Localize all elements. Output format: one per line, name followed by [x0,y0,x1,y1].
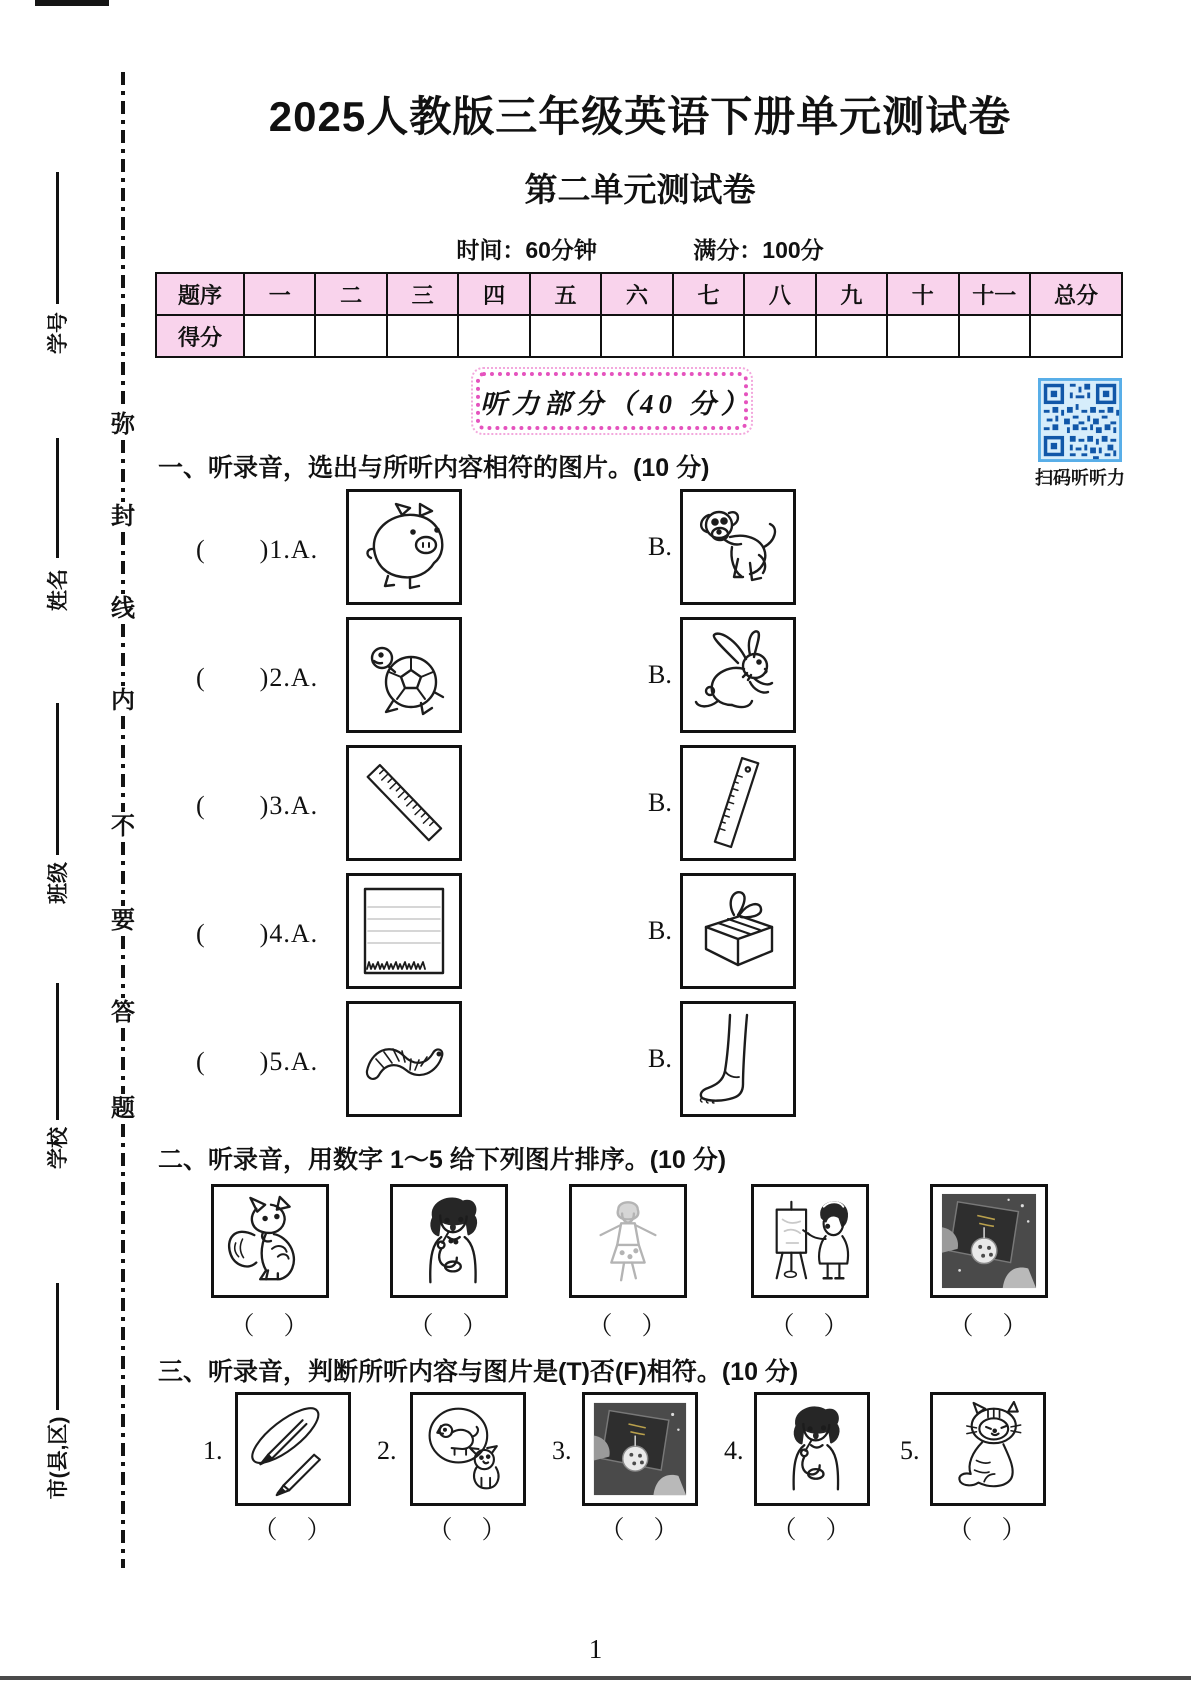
pig-icon [354,497,454,597]
option-b-label: B. [648,916,672,945]
answer-bracket-and-option-a: ( )5.A. [196,1046,319,1076]
seal-char: 不 [111,813,135,840]
option-b-image [680,873,796,989]
tf-question-number: 2. [377,1436,397,1465]
seal-line-segment [121,842,125,906]
page-number: 1 [588,1634,603,1664]
score-col: 七 [673,273,744,315]
score-cell [387,315,458,357]
question-row-3 [196,744,796,862]
seal-line-segment [121,1028,125,1094]
option-b-image [680,745,796,861]
full-score: 满分：100分 [693,237,824,263]
page-title: 2025人教版三年级英语下册单元测试卷 [268,93,1012,140]
seal-line-segment [121,1124,125,1568]
name-label: 姓名 [47,569,70,611]
exam-info [155,232,1125,265]
tf-answer-bracket: （ ） [599,1517,681,1544]
score-table-score-row [156,315,1122,357]
sequence-answer-bracket: （ ） [769,1313,851,1340]
section-one-heading: 一、听录音，选出与所听内容相符的图片。(10 分) [158,454,710,482]
answer-bracket-and-option-a: ( )4.A. [196,918,319,948]
option-b-image [680,617,796,733]
girl-painting-easel-icon [761,1192,859,1290]
tf-question-number: 5. [900,1436,920,1465]
seal-char: 答 [111,999,135,1026]
seal-char: 题 [111,1095,135,1122]
score-cell [601,315,672,357]
option-b-label: B. [648,788,672,817]
section-three-heading: 三、听录音，判断所听内容与图片是(T)否(F)相符。(10 分) [158,1358,799,1386]
score-cell [244,315,315,357]
score-cell [959,315,1030,357]
seal-char: 线 [111,595,135,622]
seal-line-segment [121,440,125,502]
page-subtitle: 第二单元测试卷 [524,171,756,208]
school-label: 学校 [47,1127,70,1169]
sequence-image-5 [930,1184,1048,1298]
girl-dancing-icon [579,1192,677,1290]
score-col-total: 总分 [1030,273,1122,315]
page-bottom-rule [0,1676,1191,1680]
qr-caption: 扫码听听力 [1035,468,1125,488]
time-limit: 时间：60分钟 [456,237,597,263]
option-a-image [346,489,462,605]
sequence-answer-bracket: （ ） [948,1313,1030,1340]
listening-banner-text: 听力部分（40 分） [480,388,753,419]
seal-line-segment [121,532,125,594]
tf-image-3 [582,1392,698,1506]
score-cell [1030,315,1122,357]
score-col: 十 [887,273,958,315]
student-id-label: 学号 [47,312,70,354]
score-cell [673,315,744,357]
sequence-image-4 [751,1184,869,1298]
score-cell [744,315,815,357]
score-col: 九 [816,273,887,315]
seal-line-segment [121,716,125,812]
option-b-image [680,1001,796,1117]
question-row-1 [196,488,796,606]
class-blank-line [56,703,59,855]
caterpillar-icon [354,1009,454,1109]
seal-line-segment [121,936,125,998]
score-cell [315,315,386,357]
christmas-card-photo-icon [940,1192,1038,1290]
sequence-image-1 [211,1184,329,1298]
score-row-label: 得分 [156,315,244,357]
tf-answer-bracket: （ ） [427,1517,509,1544]
answer-bracket-and-option-a: ( )3.A. [196,790,319,820]
class-label: 班级 [47,862,70,904]
score-col: 六 [601,273,672,315]
option-b-label: B. [648,532,672,561]
dog-and-puppy-icon [420,1401,516,1497]
tf-question-number: 1. [203,1436,223,1465]
seal-char: 要 [111,907,135,934]
city-blank-line [56,1283,59,1410]
name-blank-line [56,438,59,558]
sequence-image-2 [390,1184,508,1298]
city-county-label: 市(县,区) [47,1416,70,1500]
seal-line-segment [121,72,125,410]
tf-answer-bracket: （ ） [252,1517,334,1544]
option-a-image [346,873,462,989]
option-b-image [680,489,796,605]
option-a-image [346,745,462,861]
sequence-image-3 [569,1184,687,1298]
tf-question-number: 4. [724,1436,744,1465]
rabbit-icon [688,625,788,725]
option-a-image [346,1001,462,1117]
tf-answer-bracket: （ ） [947,1517,1029,1544]
score-col: 八 [744,273,815,315]
student-id-blank-line [56,172,59,304]
score-cell [530,315,601,357]
question-row-5 [196,1000,796,1118]
seal-char: 内 [111,687,135,714]
gift-box-icon [688,881,788,981]
cat-icon [940,1401,1036,1497]
score-col: 一 [244,273,315,315]
option-a-image [346,617,462,733]
tf-image-5 [930,1392,1046,1506]
score-col: 二 [315,273,386,315]
tf-image-1 [235,1392,351,1506]
dog-icon [688,497,788,597]
leg-icon [688,1009,788,1109]
score-cell [816,315,887,357]
print-mark [35,0,109,6]
tf-image-4 [754,1392,870,1506]
seal-line [106,72,140,1568]
sequence-answer-bracket: （ ） [408,1313,490,1340]
option-b-label: B. [648,1044,672,1073]
sequence-answer-bracket: （ ） [229,1313,311,1340]
tf-answer-bracket: （ ） [771,1517,853,1544]
question-row-2 [196,616,796,734]
christmas-card-photo-icon [592,1401,688,1497]
score-table-header-row [156,273,1122,315]
answer-bracket-and-option-a: ( )2.A. [196,662,319,692]
score-col: 十一 [959,273,1030,315]
score-col: 四 [458,273,529,315]
turtle-icon [354,625,454,725]
score-col: 五 [530,273,601,315]
answer-bracket-and-option-a: ( )1.A. [196,534,319,564]
lined-paper-icon [354,881,454,981]
score-col: 三 [387,273,458,315]
pen-and-pencil-icon [245,1401,341,1497]
fox-icon [221,1192,319,1290]
score-table-corner: 题序 [156,273,244,315]
score-cell [458,315,529,357]
section-two-heading: 二、听录音，用数字 1～5 给下列图片排序。(10 分) [158,1146,727,1174]
ruler-upright-icon [688,753,788,853]
sequence-answer-bracket: （ ） [587,1313,669,1340]
tf-image-2 [410,1392,526,1506]
qr-code [1038,378,1122,462]
seal-line-segment [121,624,125,686]
score-table [155,272,1123,358]
listening-section-banner [476,372,753,430]
girl-eating-icon [400,1192,498,1290]
school-blank-line [56,983,59,1120]
question-row-4 [196,872,796,990]
score-cell [887,315,958,357]
ruler-diagonal-icon [354,753,454,853]
seal-char: 封 [111,503,135,530]
tf-question-number: 3. [552,1436,572,1465]
seal-char: 弥 [111,411,135,438]
girl-eating-icon [764,1401,860,1497]
option-b-label: B. [648,660,672,689]
